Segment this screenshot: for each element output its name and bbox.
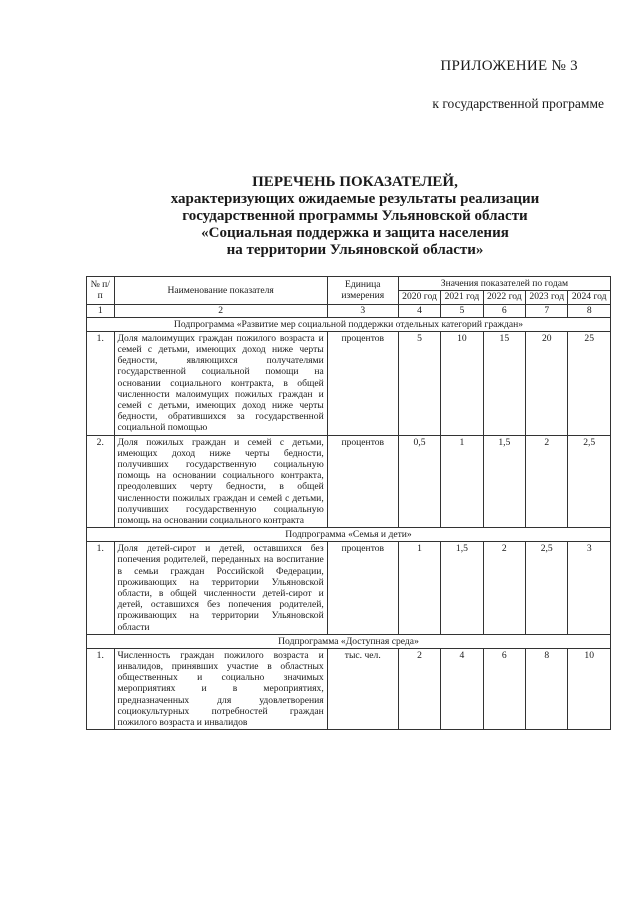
column-number: 7 [526,304,568,317]
header-year: 2024 год [568,291,611,305]
subprogram-row [87,317,611,331]
subprogram-title: Подпрограмма «Семья и дети» [87,528,611,542]
column-number: 5 [441,304,483,317]
header-year: 2023 год [526,291,568,305]
indicators-table [86,276,611,730]
column-number: 4 [398,304,440,317]
header-indicator-name: Наименование показателя [114,277,327,305]
header-year: 2021 год [441,291,483,305]
value-2023: 20 [526,331,568,435]
header-unit: Единица измерения [327,277,398,305]
value-2023: 2 [526,435,568,528]
indicator-unit: процентов [327,435,398,528]
value-2023: 8 [526,648,568,729]
row-number: 2. [87,435,115,528]
indicator-unit: тыс. чел. [327,648,398,729]
title-line: государственной программы Ульяновской области [182,208,528,224]
row-number: 1. [87,648,115,729]
value-2022: 2 [483,542,525,635]
header-year: 2022 год [483,291,525,305]
appendix-subtitle: к государственной программе [432,96,604,111]
value-2021: 10 [441,331,483,435]
title-line: на территории Ульяновской области» [226,242,484,258]
table-row [87,648,611,729]
header-year: 2020 год [398,291,440,305]
indicator-unit: процентов [327,542,398,635]
column-number: 6 [483,304,525,317]
value-2022: 6 [483,648,525,729]
value-2024: 2,5 [568,435,611,528]
subprogram-row [87,634,611,648]
indicator-name: Доля пожилых граждан и семей с детьми, имеющих доход ниже черты бедности, получивших государственную социальную помощь на основании социального контракта, преодолевших черту бедности, в общей численности пожилых граждан и семей с детьми, получивших государственную социальную помощь на основании социального контракта [114,435,327,528]
value-2020: 0,5 [398,435,440,528]
column-number: 3 [327,304,398,317]
title-line: «Социальная поддержка и защита населения [201,225,509,241]
value-2022: 1,5 [483,435,525,528]
title-line: ПЕРЕЧЕНЬ ПОКАЗАТЕЛЕЙ, [252,174,458,190]
value-2021: 1,5 [441,542,483,635]
subprogram-row [87,528,611,542]
indicator-name: Доля малоимущих граждан пожилого возраста и семей с детьми, имеющих доход ниже черты бедности, являющихся получателями государственной социальной помощи на основании социального контракта, в общей численности малоимущих пожилых граждан и семей с детьми, имеющих доход ниже черты бедности, обратившихся за государственной социальной помощью [114,331,327,435]
row-number: 1. [87,331,115,435]
value-2020: 5 [398,331,440,435]
table-row [87,331,611,435]
indicator-unit: процентов [327,331,398,435]
header-values-by-year: Значения показателей по годам [398,277,610,291]
value-2021: 1 [441,435,483,528]
value-2020: 1 [398,542,440,635]
indicator-name: Численность граждан пожилого возраста и инвалидов, принявших участие в областных общественных и социально значимых мероприятиях и в мероприятиях, предназначенных для удовлетворения социокультурных потребностей граждан пожилого возраста и инвалидов [114,648,327,729]
value-2020: 2 [398,648,440,729]
header-number: № п/п [87,277,115,305]
value-2024: 10 [568,648,611,729]
column-number: 8 [568,304,611,317]
indicator-name: Доля детей-сирот и детей, оставшихся без попечения родителей, переданных на воспитание в семьи граждан Российской Федерации, проживающих на территории Ульяновской области, в общей численности детей-сирот и детей, оставшихся без попечения родителей, проживающих на территории Ульяновской области [114,542,327,635]
column-number-row [87,304,611,317]
value-2021: 4 [441,648,483,729]
value-2024: 3 [568,542,611,635]
title-line: характеризующих ожидаемые результаты реализации [170,191,540,207]
value-2024: 25 [568,331,611,435]
value-2022: 15 [483,331,525,435]
appendix-number: ПРИЛОЖЕНИЕ № 3 [440,58,578,74]
table-row [87,435,611,528]
column-number: 1 [87,304,115,317]
table-row [87,542,611,635]
row-number: 1. [87,542,115,635]
column-number: 2 [114,304,327,317]
value-2023: 2,5 [526,542,568,635]
subprogram-title: Подпрограмма «Доступная среда» [87,634,611,648]
document-title [120,174,590,259]
subprogram-title: Подпрограмма «Развитие мер социальной поддержки отдельных категорий граждан» [87,317,611,331]
